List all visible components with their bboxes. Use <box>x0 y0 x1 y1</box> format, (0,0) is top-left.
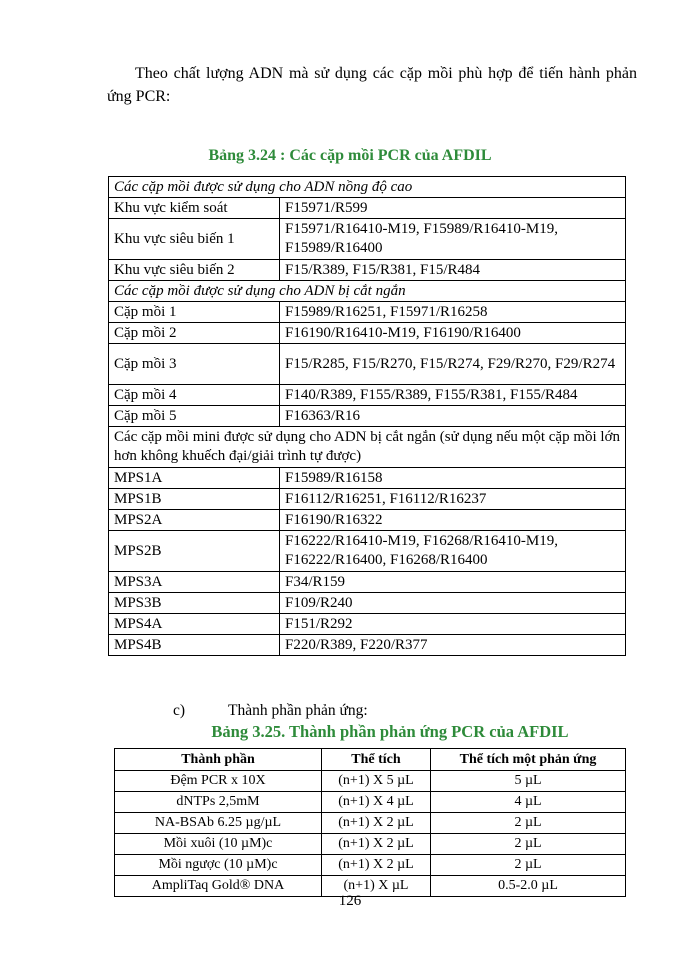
row-label: MPS4A <box>109 614 280 635</box>
section-title: Các cặp mồi được sử dụng cho ADN bị cắt ngắn <box>109 281 626 302</box>
table-row <box>109 344 626 385</box>
row-value: F16222/R16410-M19, F16268/R16410-M19, F16222/R16400, F16268/R16400 <box>280 531 626 572</box>
cell-volume: (n+1) X 2 µL <box>322 813 431 834</box>
row-value: F15/R285, F15/R270, F15/R274, F29/R270, F29/R274 <box>280 344 626 385</box>
primer-table <box>108 176 626 656</box>
row-value: F16190/R16410-M19, F16190/R16400 <box>280 323 626 344</box>
table-row <box>115 855 626 876</box>
table-row <box>109 614 626 635</box>
row-value: F16190/R16322 <box>280 510 626 531</box>
row-label: MPS2A <box>109 510 280 531</box>
intro-paragraph <box>107 62 637 108</box>
subsection-label: c) <box>173 702 186 719</box>
table-row <box>109 323 626 344</box>
table2-caption: Bảng 3.25. Thành phần phản ứng PCR của AFDIL <box>211 722 569 741</box>
table-row <box>109 219 626 260</box>
row-label: MPS1A <box>109 468 280 489</box>
row-label: MPS1B <box>109 489 280 510</box>
subsection-title: Thành phần phản ứng: <box>228 702 368 719</box>
table-row <box>109 302 626 323</box>
row-label: MPS3B <box>109 593 280 614</box>
section-title: Các cặp mồi mini được sử dụng cho ADN bị cắt ngắn (sử dụng nếu một cặp mồi lớn hơn không khuếch đại/giải trình tự được) <box>109 427 626 468</box>
row-value: F34/R159 <box>280 572 626 593</box>
cell-volume: (n+1) X 4 µL <box>322 792 431 813</box>
table-row <box>109 531 626 572</box>
table-row <box>109 260 626 281</box>
cell-volume-per-reaction: 2 µL <box>431 855 626 876</box>
table-row <box>115 771 626 792</box>
row-value: F15989/R16158 <box>280 468 626 489</box>
primer-table-body <box>109 177 626 656</box>
table-row <box>109 593 626 614</box>
page-number: 126 <box>338 893 362 909</box>
row-value: F220/R389, F220/R377 <box>280 635 626 656</box>
row-value: F15989/R16251, F15971/R16258 <box>280 302 626 323</box>
cell-component: Mồi ngược (10 µM)c <box>115 855 322 876</box>
reaction-table <box>114 748 626 897</box>
section-row <box>109 281 626 302</box>
table-row <box>115 834 626 855</box>
row-value: F15971/R599 <box>280 198 626 219</box>
section-row <box>109 427 626 468</box>
cell-volume-per-reaction: 2 µL <box>431 813 626 834</box>
table1-caption: Bảng 3.24 : Các cặp mồi PCR của AFDIL <box>208 147 492 164</box>
cell-component: dNTPs 2,5mM <box>115 792 322 813</box>
row-label: Khu vực siêu biến 2 <box>109 260 280 281</box>
cell-volume-per-reaction: 0.5-2.0 µL <box>431 876 626 897</box>
row-label: Cặp mồi 4 <box>109 385 280 406</box>
subsection-heading <box>173 702 368 720</box>
table-row <box>109 198 626 219</box>
table-row <box>109 510 626 531</box>
cell-component: Mồi xuôi (10 µM)c <box>115 834 322 855</box>
cell-volume: (n+1) X µL <box>322 876 431 897</box>
row-label: Cặp mồi 1 <box>109 302 280 323</box>
row-value: F109/R240 <box>280 593 626 614</box>
header-component: Thành phần <box>115 749 322 771</box>
table-row <box>109 385 626 406</box>
row-value: F151/R292 <box>280 614 626 635</box>
cell-component: NA-BSAb 6.25 µg/µL <box>115 813 322 834</box>
cell-volume-per-reaction: 2 µL <box>431 834 626 855</box>
table-row <box>109 635 626 656</box>
row-label: MPS2B <box>109 531 280 572</box>
table-row <box>109 572 626 593</box>
row-label: Cặp mồi 5 <box>109 406 280 427</box>
reaction-table-body <box>115 771 626 897</box>
table-row <box>115 813 626 834</box>
row-value: F15971/R16410-M19, F15989/R16410-M19, F15989/R16400 <box>280 219 626 260</box>
header-volume-per-reaction: Thể tích một phản ứng <box>431 749 626 771</box>
intro-text: Theo chất lượng ADN mà sử dụng các cặp mồi phù hợp để tiến hành phản ứng PCR: <box>107 65 637 105</box>
cell-volume: (n+1) X 2 µL <box>322 834 431 855</box>
cell-volume: (n+1) X 2 µL <box>322 855 431 876</box>
row-label: Khu vực kiểm soát <box>109 198 280 219</box>
header-volume: Thể tích <box>322 749 431 771</box>
row-label: MPS3A <box>109 572 280 593</box>
section-row <box>109 177 626 198</box>
row-value: F16363/R16 <box>280 406 626 427</box>
cell-volume-per-reaction: 4 µL <box>431 792 626 813</box>
row-label: Khu vực siêu biến 1 <box>109 219 280 260</box>
cell-volume-per-reaction: 5 µL <box>431 771 626 792</box>
section-title: Các cặp mồi được sử dụng cho ADN nồng độ cao <box>109 177 626 198</box>
row-value: F140/R389, F155/R389, F155/R381, F155/R484 <box>280 385 626 406</box>
row-label: Cặp mồi 3 <box>109 344 280 385</box>
table-row <box>109 489 626 510</box>
reaction-table-header <box>115 749 626 771</box>
cell-component: AmpliTaq Gold® DNA <box>115 876 322 897</box>
row-label: MPS4B <box>109 635 280 656</box>
cell-volume: (n+1) X 5 µL <box>322 771 431 792</box>
table-row <box>115 792 626 813</box>
row-value: F16112/R16251, F16112/R16237 <box>280 489 626 510</box>
cell-component: Đệm PCR x 10X <box>115 771 322 792</box>
row-value: F15/R389, F15/R381, F15/R484 <box>280 260 626 281</box>
table-row <box>109 406 626 427</box>
row-label: Cặp mồi 2 <box>109 323 280 344</box>
table-row <box>109 468 626 489</box>
